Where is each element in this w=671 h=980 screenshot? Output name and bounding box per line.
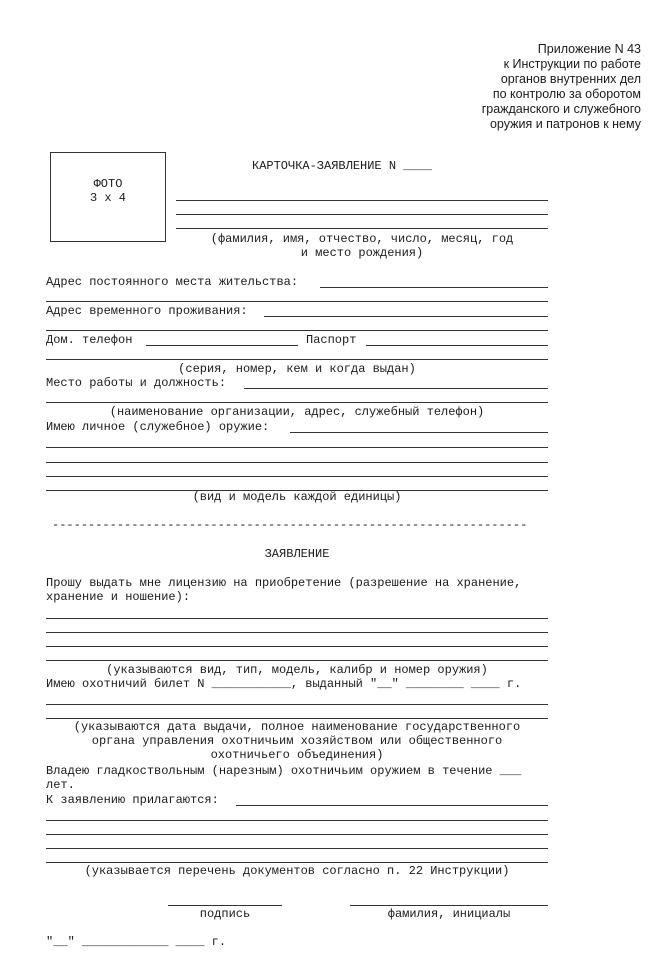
name-line-1[interactable]: [176, 200, 548, 201]
name-line-2[interactable]: [176, 214, 548, 215]
request-field-2[interactable]: [46, 632, 548, 633]
request-field-4[interactable]: [46, 660, 548, 661]
passport-field[interactable]: [366, 345, 548, 346]
issue-hint-1: (указываются дата выдачи, полное наименование государственного: [73, 720, 521, 734]
attachments-field-4[interactable]: [46, 848, 548, 849]
request-field-3[interactable]: [46, 646, 548, 647]
statement-title: ЗАЯВЛЕНИЕ: [264, 547, 330, 561]
name-initials-field[interactable]: [350, 905, 548, 906]
weapon-hint: (вид и модель каждой единицы): [192, 490, 402, 504]
weapon-field-2[interactable]: [46, 447, 548, 448]
ownership-line-2: лет.: [46, 778, 75, 792]
passport-field-2[interactable]: [46, 359, 548, 360]
attachments-field-5[interactable]: [46, 862, 548, 863]
appendix-line: органов внутренних дел: [500, 72, 641, 86]
hunting-ticket-field[interactable]: [46, 704, 548, 705]
card-separator: ------------------------------------------------------------------: [52, 518, 528, 532]
appendix-line: гражданского и служебного: [481, 102, 641, 116]
weapon-field-4[interactable]: [46, 476, 548, 477]
appendix-line: оружия и патронов к нему: [489, 117, 641, 131]
hunting-ticket-line: Имею охотничий билет N ___________, выданный "__" ________ ____ г.: [46, 677, 522, 691]
workplace-field-2[interactable]: [46, 402, 548, 403]
card-title: КАРТОЧКА-ЗАЯВЛЕНИЕ N ____: [252, 159, 433, 173]
date-line: "__" ____________ ____ г.: [46, 935, 227, 949]
name-hint-2: и место рождения): [300, 246, 424, 260]
passport-label: Паспорт: [306, 333, 357, 347]
appendix-line: Приложение N 43: [537, 42, 641, 56]
request-hint: (указываются вид, тип, модель, калибр и номер оружия): [106, 663, 488, 677]
hunting-ticket-field-2[interactable]: [46, 718, 548, 719]
weapon-label: Имею личное (служебное) оружие:: [46, 420, 270, 434]
request-field-1[interactable]: [46, 618, 548, 619]
name-line-3[interactable]: [176, 228, 548, 229]
permanent-address-field-2[interactable]: [46, 301, 548, 302]
temporary-address-field-2[interactable]: [46, 330, 548, 331]
temporary-address-field[interactable]: [264, 316, 548, 317]
home-phone-label: Дом. телефон: [46, 333, 133, 347]
attachments-field[interactable]: [236, 805, 548, 806]
ownership-line-1: Владею гладкоствольным (нарезным) охотничьим оружием в течение ___: [46, 764, 522, 778]
issue-hint-3: охотничьего объединения): [210, 748, 384, 762]
weapon-field[interactable]: [290, 432, 548, 433]
request-line-2: хранение и ношение):: [46, 590, 191, 604]
workplace-field[interactable]: [244, 388, 548, 389]
permanent-address-label: Адрес постоянного места жительства:: [46, 275, 299, 289]
temporary-address-label: Адрес временного проживания:: [46, 304, 248, 318]
name-initials-label: фамилия, инициалы: [387, 907, 511, 921]
signature-field[interactable]: [168, 905, 282, 906]
passport-hint: (серия, номер, кем и когда выдан): [178, 362, 416, 376]
appendix-line: по контролю за оборотом: [492, 87, 641, 101]
workplace-label: Место работы и должность:: [46, 376, 227, 390]
permanent-address-field[interactable]: [320, 287, 548, 288]
photo-label: ФОТО: [93, 177, 123, 191]
appendix-line: к Инструкции по работе: [503, 57, 641, 71]
weapon-field-3[interactable]: [46, 462, 548, 463]
request-line-1: Прошу выдать мне лицензию на приобретение (разрешение на хранение,: [46, 576, 522, 590]
workplace-hint: (наименование организации, адрес, служебный телефон): [109, 405, 485, 419]
photo-box: [50, 152, 166, 242]
home-phone-field[interactable]: [146, 345, 298, 346]
attachments-field-2[interactable]: [46, 820, 548, 821]
photo-size: 3 x 4: [89, 191, 126, 205]
issue-hint-2: органа управления охотничьим хозяйством или общественного: [91, 734, 503, 748]
signature-label: подпись: [199, 907, 251, 921]
attachments-field-3[interactable]: [46, 834, 548, 835]
name-hint-1: (фамилия, имя, отчество, число, месяц, год: [210, 232, 514, 246]
attachments-hint: (указывается перечень документов согласно п. 22 Инструкции): [84, 864, 510, 878]
appendix-header: [381, 42, 641, 132]
attachments-label: К заявлению прилагаются:: [46, 793, 219, 807]
